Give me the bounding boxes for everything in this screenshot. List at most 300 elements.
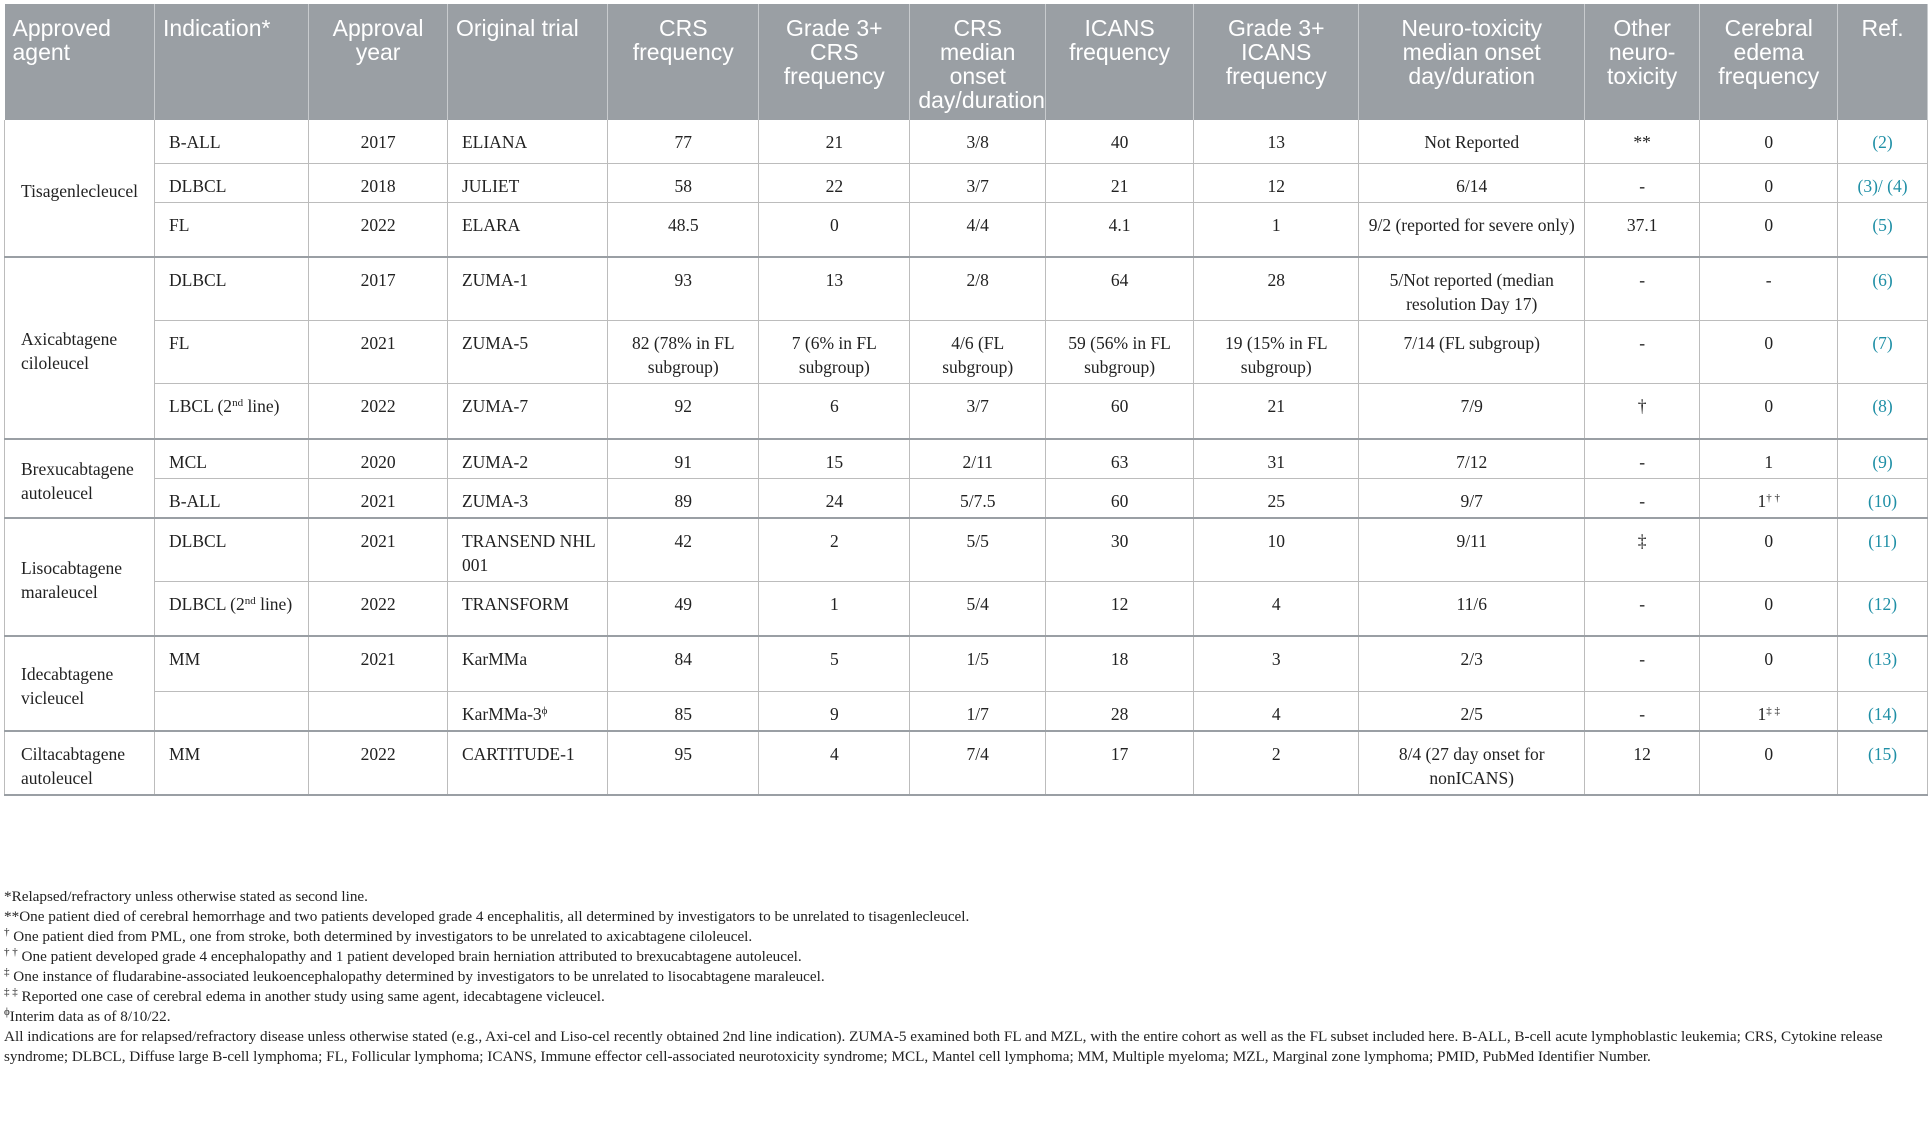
header-edema: Cerebral edema frequency — [1700, 4, 1838, 120]
footnote-symbol: ‡ ‡ — [4, 986, 18, 998]
cell-icans-text: 63 — [1110, 451, 1129, 472]
indication-text: MM — [169, 743, 201, 764]
cell-agent — [5, 731, 155, 795]
table-row — [5, 120, 1928, 163]
agent-name: Brexucabtagene autoleucel — [21, 459, 134, 503]
footnote-text: Relapsed/refractory unless otherwise stated as second line. — [11, 888, 368, 905]
cell-other-neuro — [1585, 478, 1700, 518]
cell-edema-text: 1 — [1757, 490, 1767, 511]
cell-edema — [1700, 321, 1838, 384]
cell-crs — [608, 518, 759, 582]
indication-text: DLBCL — [169, 270, 227, 290]
cell-trial-text: ZUMA-7 — [461, 396, 529, 416]
footnote-text: One instance of fludarabine-associated leukoencephalopathy determined by investigators to be unrelated to lisocabtagene maraleucel. — [9, 968, 825, 985]
cell-year-text: 2018 — [360, 175, 396, 196]
cell-icans-grade3-text: 1 — [1271, 214, 1281, 235]
cell-crs-text: 77 — [674, 132, 692, 152]
cell-crs-grade3-text: 7 (6% in FL subgroup) — [791, 333, 877, 377]
cell-neuro-onset — [1359, 120, 1585, 163]
cell-year-text: 2022 — [360, 396, 396, 416]
cell-edema-text: 0 — [1764, 333, 1774, 353]
cell-edema — [1700, 163, 1838, 202]
cell-ref — [1838, 321, 1928, 384]
cell-ref-text: (13) — [1867, 649, 1898, 669]
cell-crs-onset — [910, 518, 1046, 582]
cell-year-text: 2021 — [360, 530, 396, 551]
cell-icans-grade3 — [1194, 731, 1359, 795]
cell-crs — [608, 478, 759, 518]
cell-neuro-onset-text: 5/Not reported (median resolution Day 17) — [1389, 270, 1554, 314]
cell-edema — [1700, 691, 1838, 731]
cell-crs — [608, 691, 759, 731]
cell-trial-text: TRANSFORM — [461, 593, 569, 614]
cell-agent — [5, 636, 155, 731]
cell-neuro-onset-text: 2/5 — [1460, 703, 1483, 724]
cell-neuro-onset — [1359, 163, 1585, 202]
cell-other-neuro-text: - — [1639, 703, 1646, 724]
cell-neuro-onset-text: Not Reported — [1424, 132, 1520, 152]
cell-trial-text: KarMMa-3 — [461, 703, 542, 724]
cell-edema — [1700, 636, 1838, 691]
cell-edema — [1700, 581, 1838, 636]
cell-icans-grade3-text: 31 — [1267, 451, 1286, 472]
table-row — [5, 581, 1928, 636]
cell-other-neuro-text: ‡ — [1637, 530, 1647, 551]
cell-year — [309, 120, 448, 163]
cell-crs-grade3 — [759, 478, 910, 518]
cell-indication — [155, 581, 309, 636]
cell-crs-text: 95 — [674, 743, 692, 764]
cell-year-text: 2021 — [360, 333, 396, 353]
cell-icans-text: 40 — [1110, 132, 1129, 152]
cell-icans — [1046, 120, 1194, 163]
cell-edema — [1700, 120, 1838, 163]
table-row — [5, 202, 1928, 257]
cell-crs-grade3-text: 6 — [829, 396, 839, 416]
cell-crs-grade3-text: 4 — [829, 743, 839, 764]
cell-indication — [155, 257, 309, 321]
cell-year — [309, 257, 448, 321]
cell-year-text: 2022 — [360, 743, 396, 764]
cell-icans-text: 18 — [1110, 649, 1129, 669]
cell-crs — [608, 257, 759, 321]
cell-agent — [5, 120, 155, 257]
indication-text: B-ALL — [169, 490, 221, 511]
cell-icans-grade3 — [1194, 384, 1359, 439]
cell-other-neuro-text: - — [1639, 270, 1646, 290]
cell-crs-onset-text: 7/4 — [966, 743, 989, 764]
cell-crs-grade3 — [759, 202, 910, 257]
cell-neuro-onset-text: 2/3 — [1460, 649, 1483, 669]
cell-edema-text: 0 — [1764, 649, 1774, 669]
cell-edema — [1700, 202, 1838, 257]
cell-trial — [447, 384, 607, 439]
cell-crs-text: 58 — [674, 175, 692, 196]
cell-icans-grade3-text: 21 — [1267, 396, 1286, 416]
cell-icans — [1046, 321, 1194, 384]
cell-other-neuro — [1585, 439, 1700, 479]
cell-ref-text: (2) — [1872, 132, 1893, 152]
indication-text: FL — [169, 333, 190, 353]
cell-crs — [608, 321, 759, 384]
cell-ref — [1838, 731, 1928, 795]
footnote-symbol: ‡ — [4, 966, 10, 978]
cell-icans-grade3-text: 12 — [1267, 175, 1286, 196]
cell-crs-grade3-text: 13 — [825, 270, 844, 290]
cell-neuro-onset-text: 9/2 (reported for severe only) — [1368, 214, 1575, 235]
cell-trial-text: ZUMA-2 — [461, 451, 529, 472]
cell-icans-grade3 — [1194, 120, 1359, 163]
cell-crs-grade3 — [759, 163, 910, 202]
cell-neuro-onset — [1359, 636, 1585, 691]
cell-other-neuro-text: 12 — [1633, 743, 1651, 764]
cell-icans-grade3-text: 10 — [1267, 530, 1286, 551]
footnote — [4, 1007, 1924, 1027]
header-agent: Approved agent — [5, 4, 155, 120]
cell-icans-grade3-text: 4 — [1271, 593, 1281, 614]
header-trial: Original trial — [447, 4, 607, 120]
cell-crs — [608, 163, 759, 202]
cell-indication — [155, 321, 309, 384]
cell-crs-grade3-text: 1 — [829, 593, 839, 614]
cell-year — [309, 636, 448, 691]
footnote-text: One patient died from PML, one from stroke, both determined by investigators to be unrelated to axicabtagene ciloleucel. — [9, 928, 753, 945]
cell-icans-grade3 — [1194, 581, 1359, 636]
cell-icans-text: 60 — [1110, 490, 1129, 511]
cell-ref-text: (7) — [1872, 333, 1893, 353]
cell-other-neuro — [1585, 691, 1700, 731]
header-icans-grade3: Grade 3+ ICANS frequency — [1194, 4, 1359, 120]
cell-crs-onset — [910, 384, 1046, 439]
cell-ref-text: (11) — [1868, 530, 1897, 551]
cell-crs-onset-text: 1/5 — [966, 649, 989, 669]
cell-other-neuro-text: - — [1639, 649, 1646, 669]
footnote-text: Interim data as of 8/10/22. — [9, 1008, 171, 1025]
cell-icans-grade3 — [1194, 518, 1359, 582]
footnote-symbol: † — [4, 926, 10, 938]
cell-neuro-onset-text: 7/12 — [1456, 451, 1488, 472]
cell-trial-text: ELIANA — [461, 132, 528, 152]
footnote — [4, 907, 1924, 927]
cell-icans — [1046, 518, 1194, 582]
cell-icans-grade3-text: 28 — [1267, 270, 1286, 290]
cell-icans-grade3-text: 19 (15% in FL subgroup) — [1224, 333, 1328, 377]
cell-ref — [1838, 257, 1928, 321]
cell-crs-text: 48.5 — [667, 214, 699, 235]
cell-year-text: 2022 — [360, 214, 396, 235]
cell-icans — [1046, 257, 1194, 321]
cell-ref-text: (15) — [1867, 743, 1898, 764]
cell-crs-grade3-text: 9 — [829, 703, 839, 724]
cell-trial — [447, 163, 607, 202]
cell-trial — [447, 691, 607, 731]
cell-crs-grade3 — [759, 636, 910, 691]
cell-trial — [447, 257, 607, 321]
cell-edema — [1700, 518, 1838, 582]
cell-ref — [1838, 439, 1928, 479]
indication-text: LBCL (2 — [169, 396, 233, 416]
cell-indication — [155, 202, 309, 257]
cell-year-text: 2022 — [360, 593, 396, 614]
cell-crs-grade3-text: 15 — [825, 451, 844, 472]
cell-crs-onset-text: 3/7 — [966, 396, 989, 416]
footnote — [4, 927, 1924, 947]
agent-name: Axicabtagene ciloleucel — [21, 328, 118, 373]
cell-crs-grade3-text: 24 — [825, 490, 844, 511]
cell-edema-text: 0 — [1764, 132, 1774, 152]
header-year: Approval year — [309, 4, 448, 120]
cell-ref-text: (3)/ (4) — [1857, 175, 1908, 196]
table-note: All indications are for relapsed/refractory disease unless otherwise stated (e.g., Axi-cel and Liso-cel recently obtained 2nd line indication). ZUMA-5 examined both FL and MZL, with the entire cohort as well as the FL subset included here. B-ALL, B-cell acute lymphoblastic leukemia; CRS, Cytokine release syndrome; DLBCL, Diffuse large B-cell lymphoma; FL, Follicular lymphoma; ICANS, Immune effector cell-associated neurotoxicity syndrome; MCL, Mantel cell lymphoma; MM, Multiple myeloma; MZL, Marginal zone lymphoma; PMID, PubMed Identifier Number. — [4, 1028, 1883, 1065]
cell-crs-grade3-text: 2 — [829, 530, 839, 551]
cell-crs-onset — [910, 202, 1046, 257]
cell-icans-grade3-text: 2 — [1271, 743, 1281, 764]
cell-crs-onset — [910, 439, 1046, 479]
cell-trial — [447, 321, 607, 384]
indication-text-rest: line) — [255, 593, 293, 614]
cell-icans-text: 59 (56% in FL subgroup) — [1068, 333, 1171, 377]
cell-icans-grade3 — [1194, 202, 1359, 257]
cell-crs-grade3-text: 5 — [829, 649, 839, 669]
header-crs: CRS frequency — [608, 4, 759, 120]
cell-icans-text: 12 — [1110, 593, 1129, 614]
cell-other-neuro — [1585, 518, 1700, 582]
cell-icans-text: 30 — [1110, 530, 1129, 551]
table-footnotes — [4, 887, 1924, 1067]
cell-other-neuro-text: - — [1639, 451, 1646, 472]
cell-other-neuro-text: - — [1639, 490, 1646, 511]
cell-trial — [447, 478, 607, 518]
cell-neuro-onset-text: 9/11 — [1456, 530, 1487, 551]
cell-icans-grade3 — [1194, 163, 1359, 202]
indication-text: DLBCL — [169, 530, 227, 551]
cell-edema-text: 0 — [1764, 743, 1774, 764]
cell-year — [309, 478, 448, 518]
cell-trial-text: ELARA — [461, 214, 521, 235]
agent-name: Ciltacabtagene autoleucel — [21, 743, 125, 788]
cell-edema-text: 0 — [1764, 530, 1774, 551]
cell-trial — [447, 439, 607, 479]
cell-trial — [447, 636, 607, 691]
cell-edema-text: 0 — [1764, 175, 1774, 196]
cell-crs — [608, 384, 759, 439]
cell-crs-onset — [910, 321, 1046, 384]
cell-edema-text: 1 — [1764, 451, 1774, 472]
cell-icans — [1046, 384, 1194, 439]
indication-text: MM — [169, 649, 201, 669]
footnote-symbol: † † — [4, 946, 18, 958]
indication-text: B-ALL — [169, 132, 221, 152]
cell-icans-grade3-text: 25 — [1267, 490, 1286, 511]
cell-other-neuro — [1585, 731, 1700, 795]
cell-crs-grade3 — [759, 731, 910, 795]
cell-crs-onset-text: 3/7 — [966, 175, 989, 196]
table-row — [5, 636, 1928, 691]
cell-crs-text: 89 — [674, 490, 692, 511]
cell-year — [309, 439, 448, 479]
cell-icans-text: 17 — [1110, 743, 1129, 764]
edema-superscript: † † — [1766, 491, 1780, 504]
cell-crs-grade3 — [759, 518, 910, 582]
cell-edema — [1700, 384, 1838, 439]
cell-other-neuro-text: 37.1 — [1626, 214, 1658, 235]
cell-icans-grade3 — [1194, 321, 1359, 384]
cell-trial-text: KarMMa — [461, 649, 528, 669]
cell-crs-grade3-text: 0 — [829, 214, 839, 235]
cell-edema — [1700, 731, 1838, 795]
header-icans: ICANS frequency — [1046, 4, 1194, 120]
cell-crs-onset-text: 5/5 — [966, 530, 989, 551]
cell-icans — [1046, 439, 1194, 479]
cell-year-text: 2021 — [360, 490, 396, 511]
cell-other-neuro — [1585, 636, 1700, 691]
cell-agent — [5, 257, 155, 439]
footnote-symbol: * — [4, 888, 12, 905]
cell-ref — [1838, 120, 1928, 163]
cell-indication — [155, 478, 309, 518]
cell-crs-onset — [910, 120, 1046, 163]
cell-other-neuro-text: - — [1639, 593, 1646, 614]
cell-trial — [447, 731, 607, 795]
cell-crs-grade3-text: 22 — [825, 175, 844, 196]
cell-neuro-onset — [1359, 478, 1585, 518]
cell-crs-onset — [910, 581, 1046, 636]
table-row — [5, 163, 1928, 202]
cell-neuro-onset — [1359, 731, 1585, 795]
cell-agent — [5, 518, 155, 637]
cell-neuro-onset-text: 7/9 — [1460, 396, 1483, 416]
cell-ref — [1838, 384, 1928, 439]
table-row — [5, 439, 1928, 479]
cell-crs-onset-text: 2/8 — [966, 270, 989, 290]
cell-neuro-onset — [1359, 518, 1585, 582]
footnote-text: One patient developed grade 4 encephalopathy and 1 patient developed brain herniation attributed to brexucabtagene autoleucel. — [17, 948, 802, 965]
cell-icans-grade3 — [1194, 636, 1359, 691]
cell-crs-grade3 — [759, 691, 910, 731]
cell-neuro-onset — [1359, 581, 1585, 636]
cell-crs-grade3 — [759, 581, 910, 636]
cell-crs-grade3 — [759, 439, 910, 479]
table-row — [5, 518, 1928, 582]
cell-indication — [155, 163, 309, 202]
cell-year — [309, 731, 448, 795]
cell-other-neuro-text: - — [1639, 175, 1646, 196]
cell-year-text: 2017 — [360, 270, 396, 290]
indication-text: FL — [169, 214, 190, 235]
cell-indication — [155, 731, 309, 795]
agent-name: Lisocabtagene maraleucel — [21, 557, 123, 602]
cell-crs-grade3 — [759, 384, 910, 439]
header-crs-grade3: Grade 3+ CRS frequency — [759, 4, 910, 120]
cell-crs-text: 82 (78% in FL subgroup) — [631, 333, 735, 377]
cell-crs-onset-text: 5/7.5 — [959, 490, 996, 511]
agent-name: Tisagenlecleucel — [21, 181, 138, 201]
cell-icans — [1046, 163, 1194, 202]
cell-year — [309, 202, 448, 257]
cell-neuro-onset-text: 9/7 — [1460, 490, 1483, 511]
cell-neuro-onset — [1359, 257, 1585, 321]
table-row — [5, 257, 1928, 321]
cell-edema — [1700, 257, 1838, 321]
cell-icans-grade3-text: 3 — [1271, 649, 1281, 669]
cell-icans — [1046, 731, 1194, 795]
cell-icans-text: 21 — [1110, 175, 1129, 196]
cell-crs-text: 42 — [674, 530, 692, 551]
cell-trial-text: JULIET — [461, 175, 520, 196]
cell-edema-text: 0 — [1764, 396, 1774, 416]
cell-crs-onset — [910, 691, 1046, 731]
cell-other-neuro — [1585, 120, 1700, 163]
cell-neuro-onset — [1359, 691, 1585, 731]
cell-indication — [155, 691, 309, 731]
cell-icans — [1046, 202, 1194, 257]
footnote-symbol: ** — [4, 908, 20, 925]
cell-edema-text: 1 — [1757, 703, 1767, 724]
indication-text-rest: line) — [243, 396, 280, 416]
cell-other-neuro — [1585, 163, 1700, 202]
cell-year — [309, 163, 448, 202]
cell-crs-text: 92 — [674, 396, 692, 416]
cell-ref — [1838, 518, 1928, 582]
footnote-text: One patient died of cerebral hemorrhage and two patients developed grade 4 encephalitis, all determined by investigators to be unrelated to tisagenlecleucel. — [19, 908, 970, 925]
cell-other-neuro-text: † — [1637, 396, 1647, 416]
header-ref: Ref. — [1838, 4, 1928, 120]
cell-ref — [1838, 202, 1928, 257]
cell-neuro-onset-text: 6/14 — [1456, 175, 1488, 196]
cell-crs-grade3 — [759, 321, 910, 384]
cell-other-neuro — [1585, 581, 1700, 636]
header-neuro-onset: Neuro-toxicity median onset day/duration — [1359, 4, 1585, 120]
cell-other-neuro — [1585, 257, 1700, 321]
cell-crs-onset-text: 4/6 (FL subgroup) — [942, 333, 1014, 377]
cell-other-neuro — [1585, 202, 1700, 257]
edema-superscript: ‡ ‡ — [1766, 704, 1780, 717]
cell-crs-text: 84 — [674, 649, 692, 669]
cell-other-neuro-text: ** — [1633, 132, 1651, 152]
cell-trial-text: ZUMA-5 — [461, 333, 529, 353]
cell-edema-text: 0 — [1764, 214, 1774, 235]
cell-other-neuro — [1585, 384, 1700, 439]
cell-neuro-onset-text: 11/6 — [1456, 593, 1487, 614]
cell-crs-grade3 — [759, 257, 910, 321]
cell-year — [309, 691, 448, 731]
header-other-neuro: Other neuro-toxicity — [1585, 4, 1700, 120]
cell-ref — [1838, 581, 1928, 636]
cell-neuro-onset-text: 7/14 (FL subgroup) — [1403, 333, 1540, 353]
cell-crs-text: 85 — [674, 703, 692, 724]
cell-edema-text: - — [1765, 270, 1772, 290]
cell-other-neuro — [1585, 321, 1700, 384]
cell-crs-onset-text: 4/4 — [966, 214, 989, 235]
indication-superscript: nd — [244, 594, 256, 607]
cell-year — [309, 321, 448, 384]
cell-icans-grade3 — [1194, 691, 1359, 731]
header-row — [5, 4, 1928, 120]
table-row — [5, 691, 1928, 731]
cell-crs — [608, 731, 759, 795]
cell-ref-text: (6) — [1872, 270, 1893, 290]
cell-edema — [1700, 478, 1838, 518]
cell-crs-onset — [910, 163, 1046, 202]
cell-crs-text: 49 — [674, 593, 692, 614]
cell-trial-text: ZUMA-3 — [461, 490, 529, 511]
cell-crs-onset — [910, 257, 1046, 321]
cell-crs-onset-text: 2/11 — [962, 451, 993, 472]
cell-year-text: 2020 — [360, 451, 396, 472]
cell-icans-text: 60 — [1110, 396, 1129, 416]
cell-crs — [608, 120, 759, 163]
cell-other-neuro-text: - — [1639, 333, 1646, 353]
